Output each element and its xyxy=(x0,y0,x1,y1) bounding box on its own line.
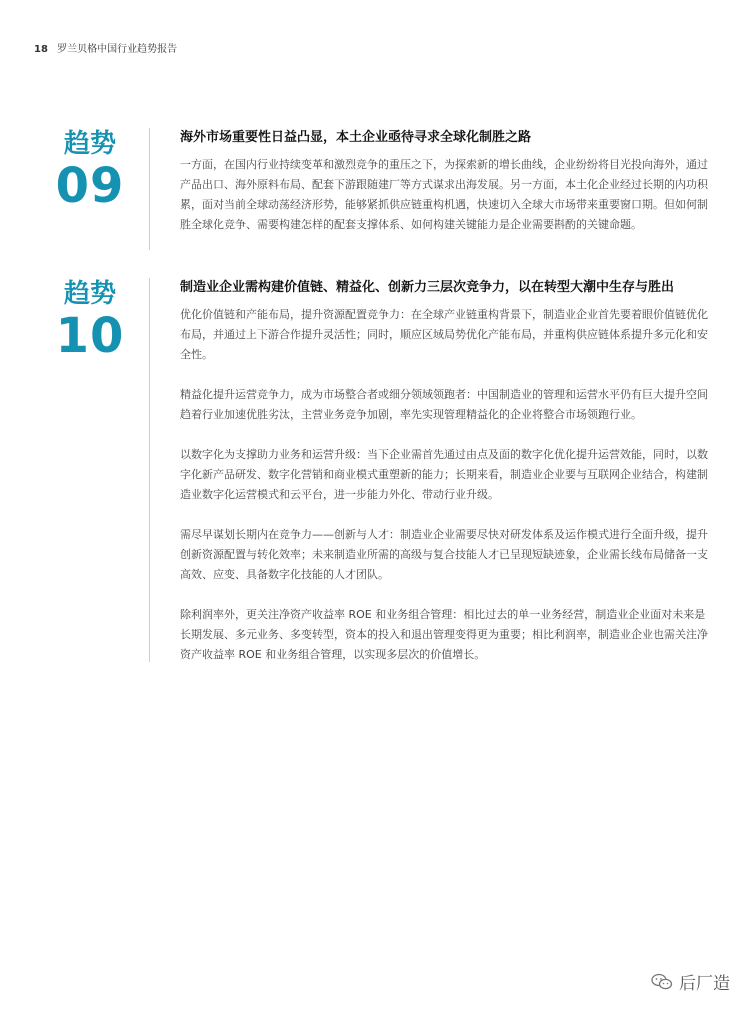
trend-word: 趋势 xyxy=(63,129,116,159)
trend-paragraph: 优化价值链和产能布局，提升资源配置竞争力：在全球产业链重构背景下，制造业企业首先要着眼价值链优化布局，并通过上下游合作提升灵活性；同时，顺应区域局势优化产能布局，并重构供应链体系提升多元化和安全性。 xyxy=(180,308,708,361)
trend-10-content xyxy=(180,278,708,665)
watermark xyxy=(651,969,730,994)
trend-paragraph: 一方面，在国内行业持续变革和激烈竞争的重压之下，为探索新的增长曲线，企业纷纷将目光投向海外，通过产品出口、海外原料布局、配套下游跟随建厂等方式谋求出海发展。另一方面，本土化企业经过长期的内功积累，面对当前全球动荡经济形势，能够紧抓供应链重构机遇，快速切入全球大市场带来重要窗口期。但如何制胜全球化竞争、需要构建怎样的配套支撑体系、如何构建关键能力是企业需要斟酌的关键命题。 xyxy=(180,158,708,231)
trend-paragraph: 精益化提升运营竞争力，成为市场整合者或细分领域领跑者：中国制造业的管理和运营水平仍有巨大提升空间趋着行业加速优胜劣汰，主营业务竞争加剧，率先实现管理精益化的企业将整合市场领跑行业。 xyxy=(180,388,708,421)
trend-paragraph: 需尽早谋划长期内在竞争力——创新与人才：制造业企业需要尽快对研发体系及运作模式进行全面升级，提升创新资源配置与转化效率；未来制造业所需的高级与复合技能人才已呈现短缺迹象，企业需长线布局储备一支高效、应变、具备数字化技能的人才团队。 xyxy=(180,528,708,581)
watermark-text: 后厂造 xyxy=(679,974,730,994)
trend-09-section xyxy=(40,128,710,250)
trend-divider xyxy=(149,128,150,250)
report-title: 罗兰贝格中国行业趋势报告 xyxy=(57,44,178,55)
trend-word: 趋势 xyxy=(63,279,116,309)
page-number: 18 xyxy=(34,44,48,55)
trend-title: 海外市场重要性日益凸显，本土企业亟待寻求全球化制胜之路 xyxy=(180,130,532,145)
trend-09-content xyxy=(180,128,708,235)
trend-10-label xyxy=(40,278,140,362)
page-header xyxy=(34,40,177,55)
trend-divider xyxy=(149,278,150,662)
trend-title: 制造业企业需构建价值链、精益化、创新力三层次竞争力，以在转型大潮中生存与胜出 xyxy=(180,280,675,295)
trend-paragraph: 除利润率外，更关注净资产收益率 ROE 和业务组合管理：相比过去的单一业务经营，制造业企业面对未来是长期发展、多元业务、多变转型，资本的投入和退出管理变得更为重要；相比利润率，制造业企业也需关注净资产收益率 ROE 和业务组合管理，以实现多层次的价值增长。 xyxy=(180,608,708,661)
trend-09-label xyxy=(40,128,140,212)
trend-number: 10 xyxy=(55,308,125,364)
trend-number: 09 xyxy=(55,158,125,214)
trend-10-section xyxy=(40,278,710,662)
wechat-icon xyxy=(651,973,673,991)
trend-paragraph: 以数字化为支撑助力业务和运营升级：当下企业需首先通过由点及面的数字化优化提升运营效能，同时，以数字化新产品研发、数字化营销和商业模式重塑新的能力；长期来看，制造业企业要与互联网企业结合，构建制造业数字化运营模式和云平台，进一步能力外化、带动行业升级。 xyxy=(180,448,708,501)
